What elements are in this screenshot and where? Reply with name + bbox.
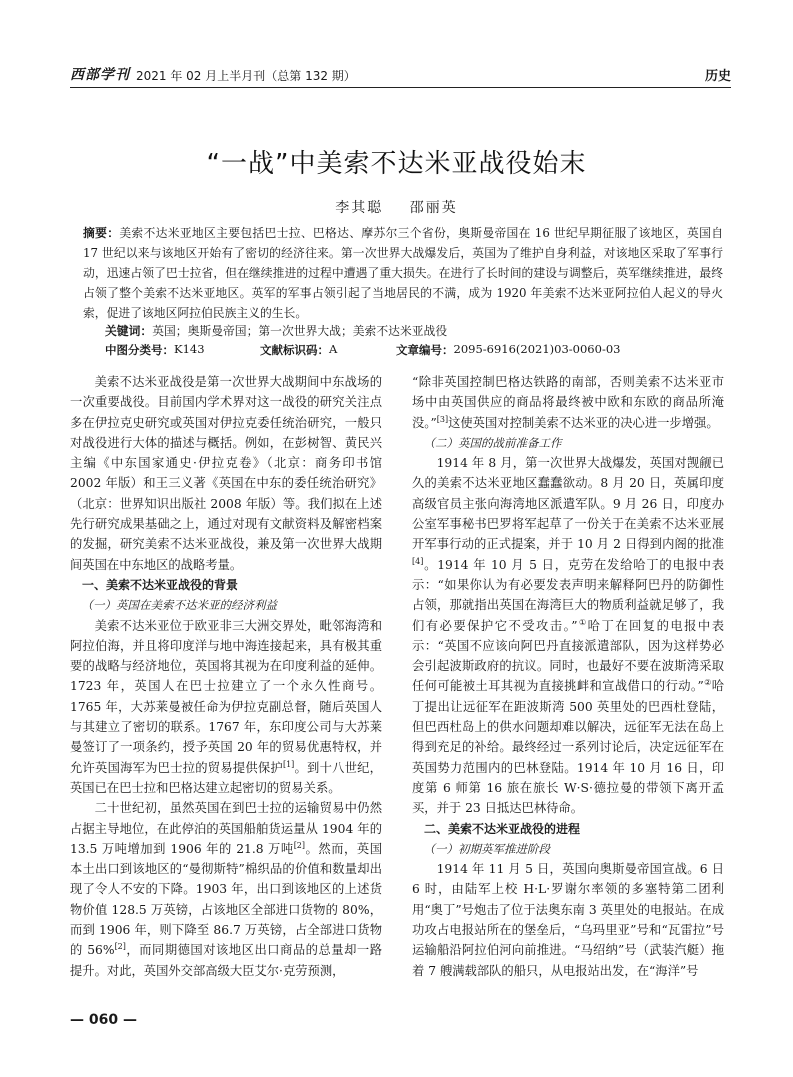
keywords-text: 英国；奥斯曼帝国；第一次世界大战；美索不达米亚战役	[152, 324, 448, 338]
paragraph	[412, 453, 724, 818]
text-run: ，而同期德国对该地区出口商品的总量却一路提升。对此，英国外交部高级大臣艾尔·克劳预测，	[70, 943, 382, 978]
subsection-heading: （二）英国的战前准备工作	[423, 435, 562, 450]
classification-row	[105, 342, 725, 358]
journal-logo: 西部学刊	[70, 67, 130, 83]
footnote-mark: ②	[703, 678, 712, 688]
text-run: “除非英国控制巴格达铁路的南部，否则美索不达米亚市场中由英国供应的商品将最终被中欧和东欧的商品所淹没。”	[412, 375, 724, 430]
section-name: 历史	[704, 69, 731, 84]
doc-code	[260, 342, 396, 358]
running-header	[70, 62, 731, 88]
abstract-text: 美索不达米亚地区主要包括巴士拉、巴格达、摩苏尔三个省份，奥斯曼帝国在 16 世纪早期征服了该地区，英国自 17 世纪以来与该地区开始有了密切的经济往来。第一次世界大战爆发后，英国为了维护自身利益，对该地区采取了军事行动，迅速占领了巴士拉省，但在继续推进的过程中遭遇了重大损失。在进行了长时间的建设与调整后，英军继续推进，最终占领了整个美索不达米亚地区。英军的军事占领引起了当地居民的不满，成为 1920 年美索不达米亚阿拉伯人起义的导火索，促进了该地区阿拉伯民族主义的生长。	[83, 226, 723, 320]
section-heading: 二、美索不达米亚战役的进程	[424, 821, 581, 836]
author-list	[0, 197, 793, 217]
text-run: 这使英国对控制美索不达米亚的决心进一步增强。	[448, 415, 719, 430]
left-column	[70, 372, 382, 981]
citation: [4]	[412, 556, 424, 566]
page-number: — 060 —	[70, 1012, 137, 1028]
citation: [3]	[436, 414, 449, 424]
abstract-label: 摘要：	[83, 226, 120, 240]
paragraph: 美索不达米亚战役是第一次世界大战期间中东战场的一次重要战役。目前国内学术界对这一战役的研究关注点多在伊拉克史研究或英国对伊拉克委任统治研究，一般只对战役进行大体的描述与概括。例如，在彭树智、黄民兴主编《中东国家通史·伊拉克卷》（北京：商务印书馆 2002 年版）和王三义著《英国在中东的委任统治研究》（北京：世界知识出版社 2008 年版）等。我们拟在上述先行研究成果基础之上，通过对现有文献资料及解密档案的发掘，研究美索不达米亚战役，兼及第一次世界大战期间英国在中东地区的战略考量。	[70, 375, 382, 572]
keywords	[105, 322, 447, 339]
paragraph: 1914 年 11 月 5 日，英国向奥斯曼帝国宣战。6 日 6 时，由陆军上校 H·L·罗谢尔率领的多塞特第二团利用“奥丁”号炮击了位于法奥东南 3 英里处的电报站。在成功攻占电报站所在的堡垒后，“乌玛里亚”号和“瓦雷拉”号运输船沿阿拉伯河向前推进。“马绍纳”号（武装汽艇）拖着 7 艘满载部队的船只，从电报站出发，在“海洋”号	[412, 862, 724, 978]
author-name: 李其聪	[335, 200, 384, 216]
article-number-value: 2095-6916(2021)03-0060-03	[453, 342, 621, 356]
text-run: 哈丁在回复的电报中表示：“英国不应该向阿巴丹直接派遣部队，因为这样势必会引起波斯政府的抗议。同时，也最好不要在波斯湾采取任何可能被土耳其视为直接挑衅和宣战借口的行动。”	[412, 618, 724, 694]
subsection-heading: （一）初期英军推进阶段	[423, 841, 550, 856]
paragraph	[412, 372, 724, 433]
paragraph	[70, 616, 382, 799]
article-number-label: 文章编号：	[396, 343, 454, 357]
subsection-heading: （一）英国在美索不达米亚的经济利益	[81, 598, 277, 613]
article-title: “一战”中美索不达米亚战役始末	[206, 149, 587, 179]
issue-info: 2021 年 02 月上半月刊（总第 132 期）	[136, 69, 356, 83]
citation: [2]	[114, 942, 126, 952]
clc-number	[105, 342, 260, 358]
clc-label: 中图分类号：	[105, 343, 174, 357]
citation: [1]	[282, 759, 295, 769]
header-left	[70, 64, 356, 84]
author-name: 邵丽英	[409, 200, 458, 216]
text-run: 。然而，英国本土出口到该地区的“曼彻斯特”棉织品的价值和数量却出现了令人不安的下降。1903 年，出口到该地区的上述货物价值 128.5 万英镑，占该地区全部进口货物的 80%，而到 1906 年，则下降至 86.7 万英镑，占全部进口货物的 56%	[70, 841, 382, 958]
text-run: 哈丁提出让远征军在距波斯湾 500 英里处的巴西杜登陆，但巴西杜岛上的供水问题却难以解决，远征军无法在岛上得到充足的补给。最终经过一系列讨论后，决定远征军在英国势力范围内的巴林登陆。1914 年 10 月 16 日，印度第 6 师第 16 旅在旅长 W·S·德拉曼的带领下离开孟买，并于 23 日抵达巴林待命。	[412, 679, 724, 816]
text-run: 1914 年 8 月，第一次世界大战爆发，英国对觊觎已久的美索不达米亚地区蠢蠢欲动。8 月 20 日，英属印度高级官员主张向海湾地区派遣军队。9 月 26 日，印度办公室军事秘书巴罗将军起草了一份关于在美索不达米亚展开军事行动的正式提案，并于 10 月 2 日得到内阁的批准	[412, 456, 724, 552]
citation: [2]	[293, 840, 306, 850]
paragraph	[70, 798, 382, 981]
doc-code-label: 文献标识码：	[260, 343, 329, 357]
text-run: 美索不达米亚位于欧亚非三大洲交界处，毗邻海湾和阿拉伯海，并且将印度洋与地中海连接起来，具有极其重要的战略与经济地位，英国将其视为在印度利益的延伸。1723 年，英国人在巴士拉建立了一个永久性商号。1765 年，大苏莱曼被任命为伊拉克副总督，随后英国人与其建立了密切的联系。1767 年，东印度公司与大苏莱曼签订了一项条约，授予英国 20 年的贸易优惠特权，并允许英国海军为巴士拉的贸易提供保护	[70, 618, 382, 775]
text-run: 二十世纪初，虽然英国在到巴士拉的运输贸易中仍然占据主导地位，在此停泊的英国船舶货运量从 1904 年的 13.5 万吨增加到 1906 年的 21.8 万吨	[70, 801, 382, 856]
article-number	[396, 342, 620, 358]
doc-code-value: A	[329, 342, 338, 356]
footnote-mark: ①	[577, 617, 588, 627]
text-run: 。1914 年 10 月 5 日，克劳在发给哈丁的电报中表示：“如果你认为有必要发表声明来解释阿巴丹的防御性占领，那就指出英国在海湾巨大的物质利益就足够了，我们有必要保护它不受攻击。”	[412, 557, 724, 633]
clc-value: K143	[174, 342, 205, 356]
section-heading: 一、美索不达米亚战役的背景	[82, 577, 239, 592]
right-column	[412, 372, 724, 981]
abstract	[83, 223, 723, 323]
keywords-label: 关键词：	[105, 324, 153, 338]
text-run: 。到十八世纪，英国已在巴士拉和巴格达建立起密切的贸易关系。	[70, 760, 382, 795]
